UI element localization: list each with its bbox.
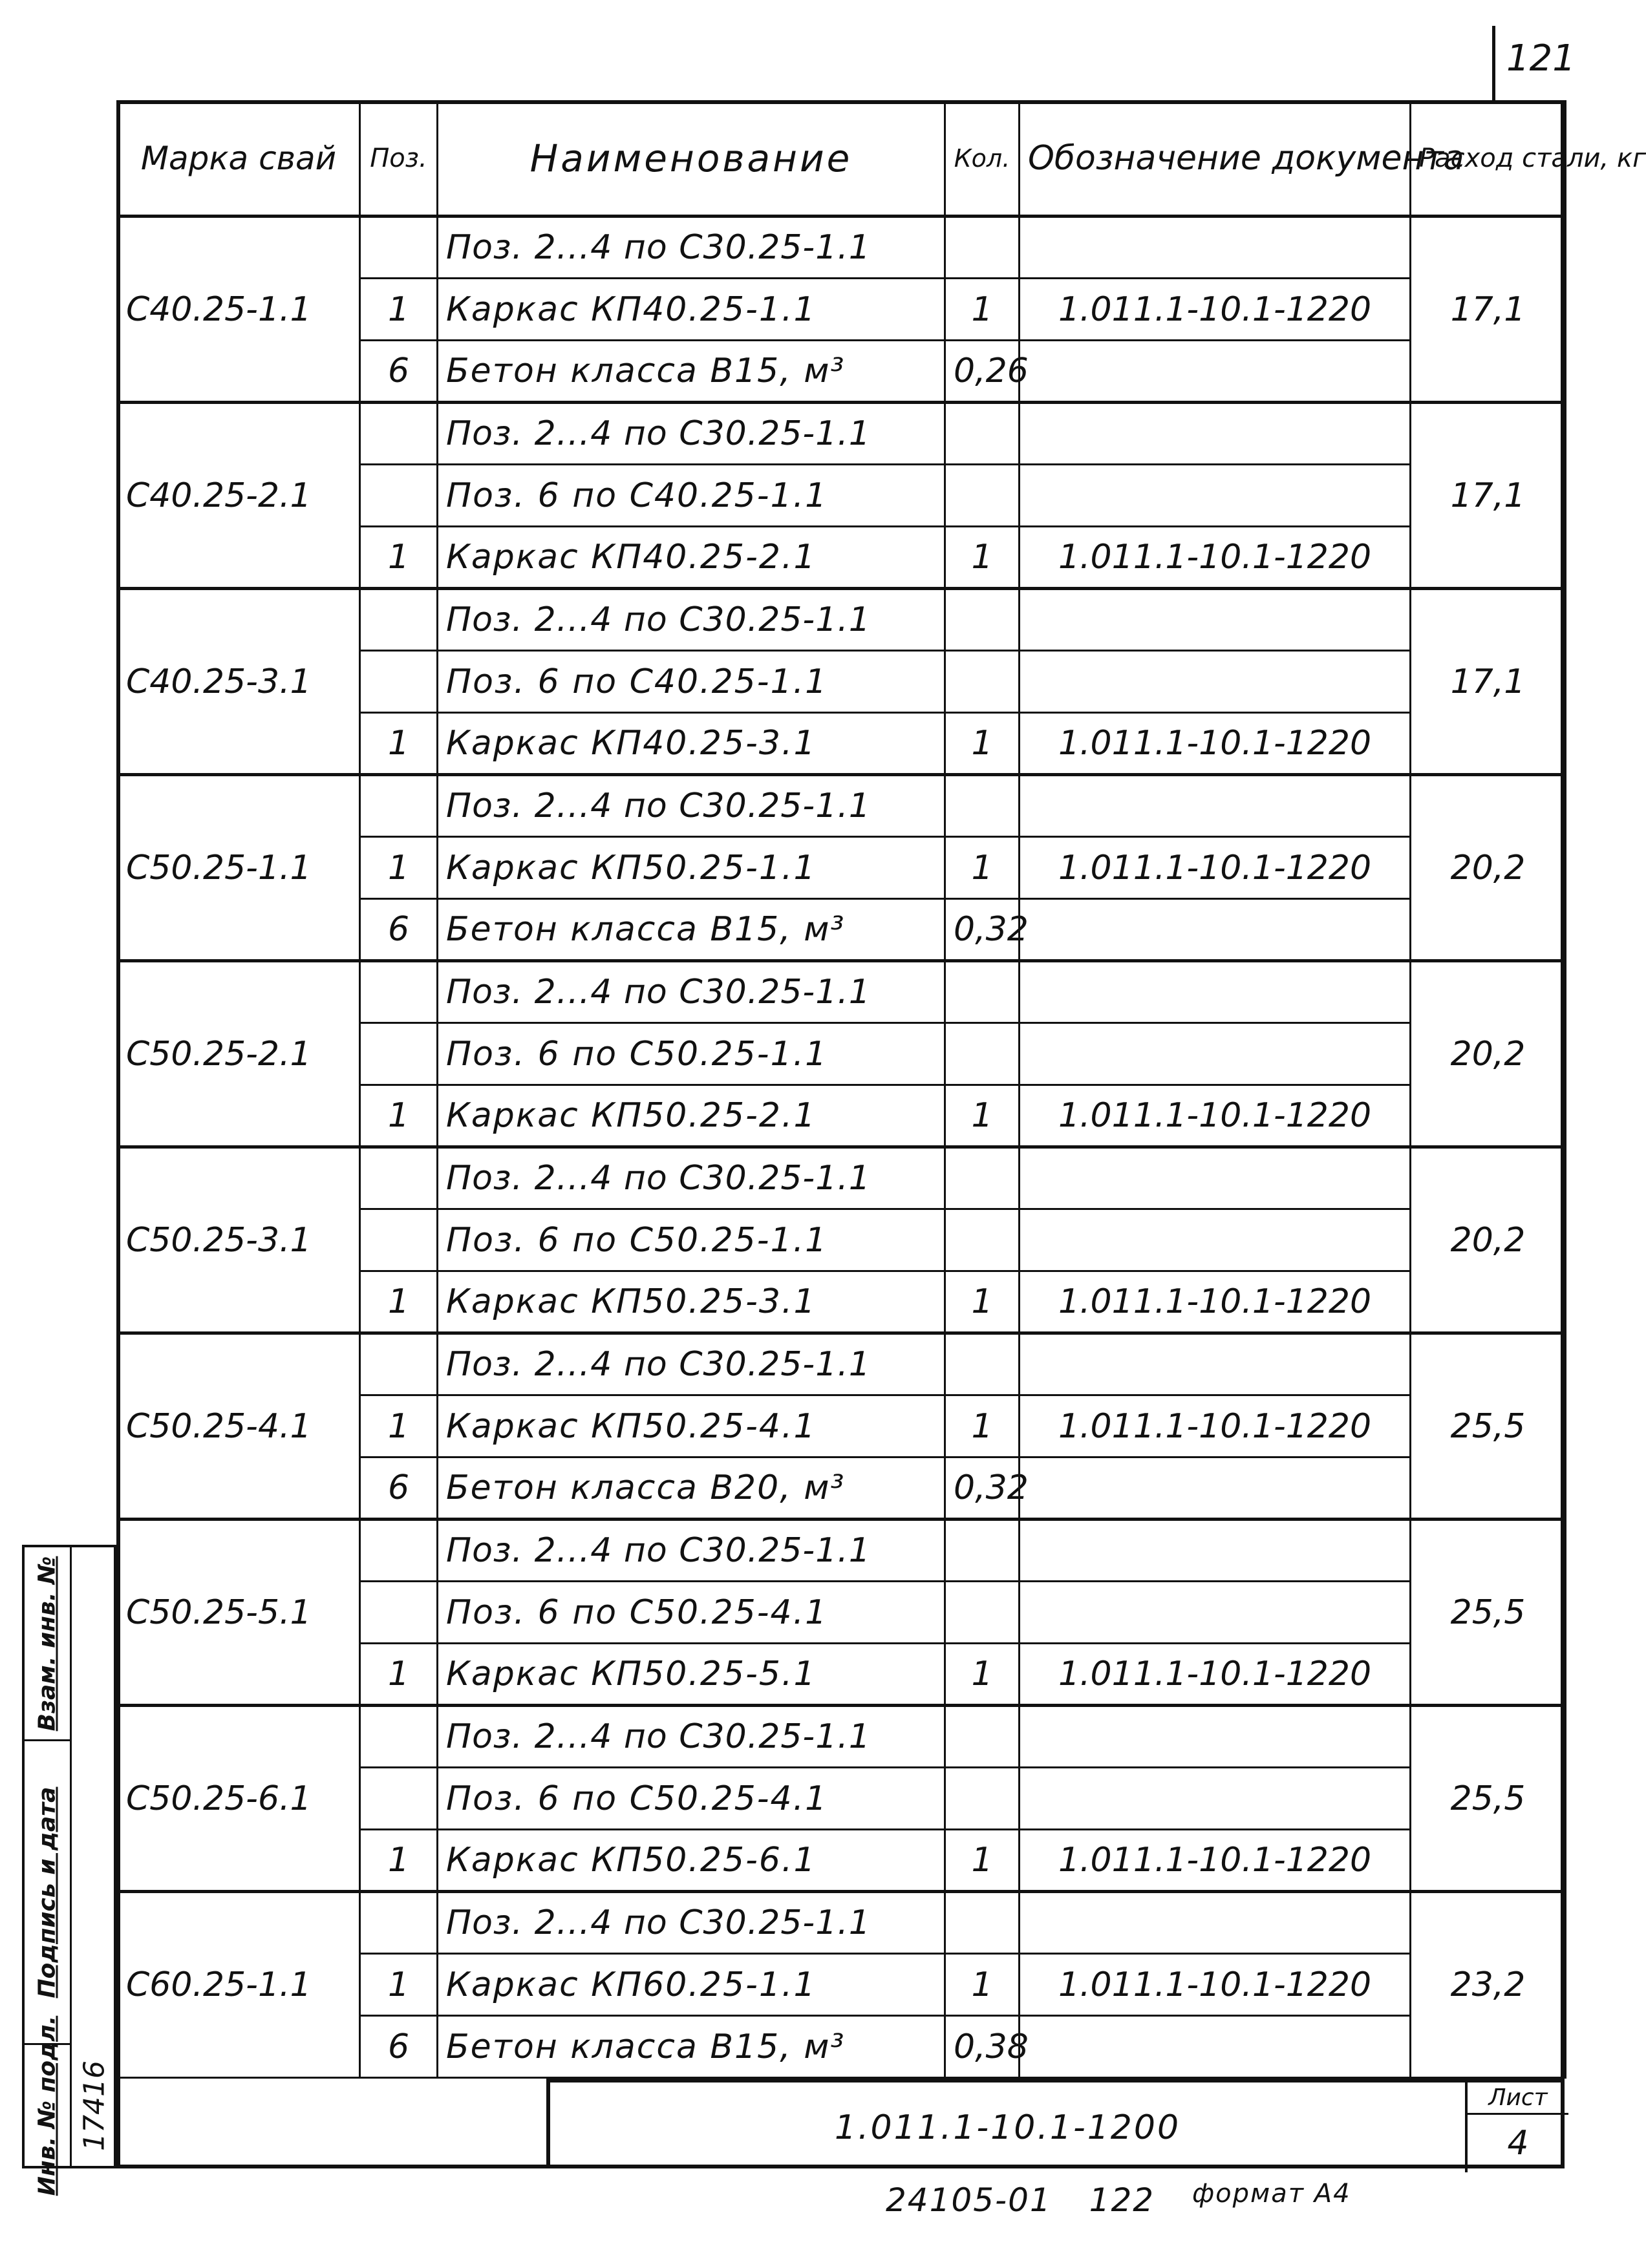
quantity-cell: 1 xyxy=(945,527,1020,589)
quantity-cell: 1 xyxy=(945,837,1020,899)
sheet-label: Лист xyxy=(1468,2083,1568,2115)
stamp-inventory-value-cell xyxy=(72,2045,116,2166)
name-cell: Поз. 2...4 по С30.25-1.1 xyxy=(438,217,945,279)
document-cell: 1.011.1-10.1-1220 xyxy=(1020,1830,1411,1892)
stamp-divider xyxy=(70,1547,72,2166)
name-cell: Каркас КП40.25-2.1 xyxy=(438,527,945,589)
document-cell: 1.011.1-10.1-1220 xyxy=(1020,527,1411,589)
name-cell: Поз. 6 по С40.25-1.1 xyxy=(438,465,945,527)
stamp-inventory-value: 17416 xyxy=(78,2060,111,2151)
name-cell: Поз. 2...4 по С30.25-1.1 xyxy=(438,1147,945,1209)
position-cell: 1 xyxy=(360,1085,438,1147)
name-cell: Поз. 2...4 по С30.25-1.1 xyxy=(438,589,945,651)
name-cell: Каркас КП50.25-2.1 xyxy=(438,1085,945,1147)
name-cell: Бетон класса В15, м³ xyxy=(438,341,945,403)
steel-consumption-cell: 25,5 xyxy=(1411,1333,1566,1520)
paper-format: формат А4 xyxy=(1192,2179,1351,2209)
position-cell: 1 xyxy=(360,1271,438,1333)
stamp-signature-date-label: Подпись и дата xyxy=(34,1786,61,1998)
name-cell: Каркас КП50.25-6.1 xyxy=(438,1830,945,1892)
position-cell: 1 xyxy=(360,1395,438,1457)
document-cell: 1.011.1-10.1-1220 xyxy=(1020,837,1411,899)
name-cell: Поз. 2...4 по С30.25-1.1 xyxy=(438,1520,945,1582)
position-cell: 1 xyxy=(360,713,438,775)
steel-consumption-cell: 25,5 xyxy=(1411,1706,1566,1892)
steel-consumption-cell: 20,2 xyxy=(1411,1147,1566,1333)
document-cell: 1.011.1-10.1-1220 xyxy=(1020,279,1411,341)
quantity-cell: 1 xyxy=(945,1395,1020,1457)
name-cell: Каркас КП40.25-3.1 xyxy=(438,713,945,775)
stamp-replacement-cell xyxy=(25,1547,70,1741)
pile-mark-cell: С40.25-3.1 xyxy=(118,589,360,775)
name-cell: Поз. 6 по С50.25-4.1 xyxy=(438,1768,945,1830)
position-cell: 1 xyxy=(360,279,438,341)
page-number-divider xyxy=(1492,26,1495,103)
header-mark: Марка свай xyxy=(118,101,360,217)
steel-consumption-cell: 17,1 xyxy=(1411,217,1566,403)
position-cell: 6 xyxy=(360,341,438,403)
document-code: 1.011.1-10.1-1200 xyxy=(834,2108,1181,2147)
title-block-main xyxy=(546,2079,1565,2168)
archive-number: 24105-01 xyxy=(886,2181,1052,2219)
quantity-cell: 1 xyxy=(945,713,1020,775)
quantity-cell: 1 xyxy=(945,279,1020,341)
document-cell: 1.011.1-10.1-1220 xyxy=(1020,1395,1411,1457)
position-cell: 6 xyxy=(360,2016,438,2078)
name-cell: Бетон класса В15, м³ xyxy=(438,899,945,961)
name-cell: Поз. 2...4 по С30.25-1.1 xyxy=(438,961,945,1023)
pile-mark-cell: С40.25-2.1 xyxy=(118,403,360,589)
document-cell: 1.011.1-10.1-1220 xyxy=(1020,1954,1411,2016)
name-cell: Каркас КП40.25-1.1 xyxy=(438,279,945,341)
stamp-inventory-cell xyxy=(25,2015,70,2196)
name-cell: Поз. 6 по С50.25-1.1 xyxy=(438,1209,945,1271)
pile-mark-cell: С50.25-3.1 xyxy=(118,1147,360,1333)
name-cell: Поз. 6 по С40.25-1.1 xyxy=(438,651,945,713)
stamp-inventory-label: Инв. № подл. xyxy=(34,2015,61,2196)
name-cell: Каркас КП50.25-3.1 xyxy=(438,1271,945,1333)
sheet-number: 4 xyxy=(1507,2124,1529,2163)
position-cell: 1 xyxy=(360,1830,438,1892)
quantity-cell: 1 xyxy=(945,1644,1020,1706)
position-cell: 1 xyxy=(360,837,438,899)
steel-consumption-cell: 17,1 xyxy=(1411,403,1566,589)
name-cell: Каркас КП50.25-1.1 xyxy=(438,837,945,899)
name-cell: Поз. 2...4 по С30.25-1.1 xyxy=(438,775,945,837)
side-stamp xyxy=(22,1545,116,2196)
document-cell: 1.011.1-10.1-1220 xyxy=(1020,1644,1411,1706)
pile-mark-cell: С50.25-6.1 xyxy=(118,1706,360,1892)
position-cell: 6 xyxy=(360,899,438,961)
document-cell: 1.011.1-10.1-1220 xyxy=(1020,713,1411,775)
stamp-replacement-label: Взам. инв. № xyxy=(34,1556,61,1731)
name-cell: Поз. 2...4 по С30.25-1.1 xyxy=(438,1333,945,1395)
steel-consumption-cell: 17,1 xyxy=(1411,589,1566,775)
name-cell: Поз. 6 по С50.25-4.1 xyxy=(438,1582,945,1644)
name-cell: Каркас КП50.25-4.1 xyxy=(438,1395,945,1457)
footer xyxy=(886,2181,1377,2219)
title-block xyxy=(116,2066,1565,2168)
quantity-cell: 1 xyxy=(945,1830,1020,1892)
quantity-cell: 0,32 xyxy=(945,1457,1020,1520)
table-frame xyxy=(116,100,1565,2168)
position-cell: 1 xyxy=(360,1954,438,2016)
quantity-cell: 0,26 xyxy=(945,341,1020,403)
document-cell: 1.011.1-10.1-1220 xyxy=(1020,1271,1411,1333)
header-quantity: Кол. xyxy=(945,101,1020,217)
steel-consumption-cell: 25,5 xyxy=(1411,1520,1566,1706)
sheet-box xyxy=(1465,2083,1568,2172)
quantity-cell: 1 xyxy=(945,1271,1020,1333)
position-cell: 6 xyxy=(360,1457,438,1520)
copy-number: 122 xyxy=(1089,2181,1155,2219)
steel-consumption-cell: 23,2 xyxy=(1411,1892,1566,2078)
header-name: Наименование xyxy=(438,101,945,217)
name-cell: Каркас КП50.25-5.1 xyxy=(438,1644,945,1706)
steel-consumption-cell: 20,2 xyxy=(1411,961,1566,1147)
quantity-cell: 0,32 xyxy=(945,899,1020,961)
name-cell: Поз. 2...4 по С30.25-1.1 xyxy=(438,1706,945,1768)
pile-mark-cell: С50.25-4.1 xyxy=(118,1333,360,1520)
quantity-cell: 0,38 xyxy=(945,2016,1020,2078)
header-position: Поз. xyxy=(360,101,438,217)
steel-consumption-cell: 20,2 xyxy=(1411,775,1566,961)
position-cell: 1 xyxy=(360,527,438,589)
pile-mark-cell: С50.25-5.1 xyxy=(118,1520,360,1706)
name-cell: Поз. 6 по С50.25-1.1 xyxy=(438,1023,945,1085)
quantity-cell: 1 xyxy=(945,1954,1020,2016)
page-number: 121 xyxy=(1506,37,1576,79)
name-cell: Поз. 2...4 по С30.25-1.1 xyxy=(438,403,945,465)
quantity-cell: 1 xyxy=(945,1085,1020,1147)
header-steel-consumption: Расход стали, кг xyxy=(1411,101,1566,217)
stamp-signature-cell xyxy=(25,1741,70,2045)
pile-mark-cell: С50.25-2.1 xyxy=(118,961,360,1147)
pile-mark-cell: С60.25-1.1 xyxy=(118,1892,360,2078)
name-cell: Каркас КП60.25-1.1 xyxy=(438,1954,945,2016)
name-cell: Поз. 2...4 по С30.25-1.1 xyxy=(438,1892,945,1954)
name-cell: Бетон класса В15, м³ xyxy=(438,2016,945,2078)
document-cell: 1.011.1-10.1-1220 xyxy=(1020,1085,1411,1147)
pile-mark-cell: С40.25-1.1 xyxy=(118,217,360,403)
header-document: Обозначение документа xyxy=(1020,101,1411,217)
pile-mark-cell: С50.25-1.1 xyxy=(118,775,360,961)
name-cell: Бетон класса В20, м³ xyxy=(438,1457,945,1520)
position-cell: 1 xyxy=(360,1644,438,1706)
